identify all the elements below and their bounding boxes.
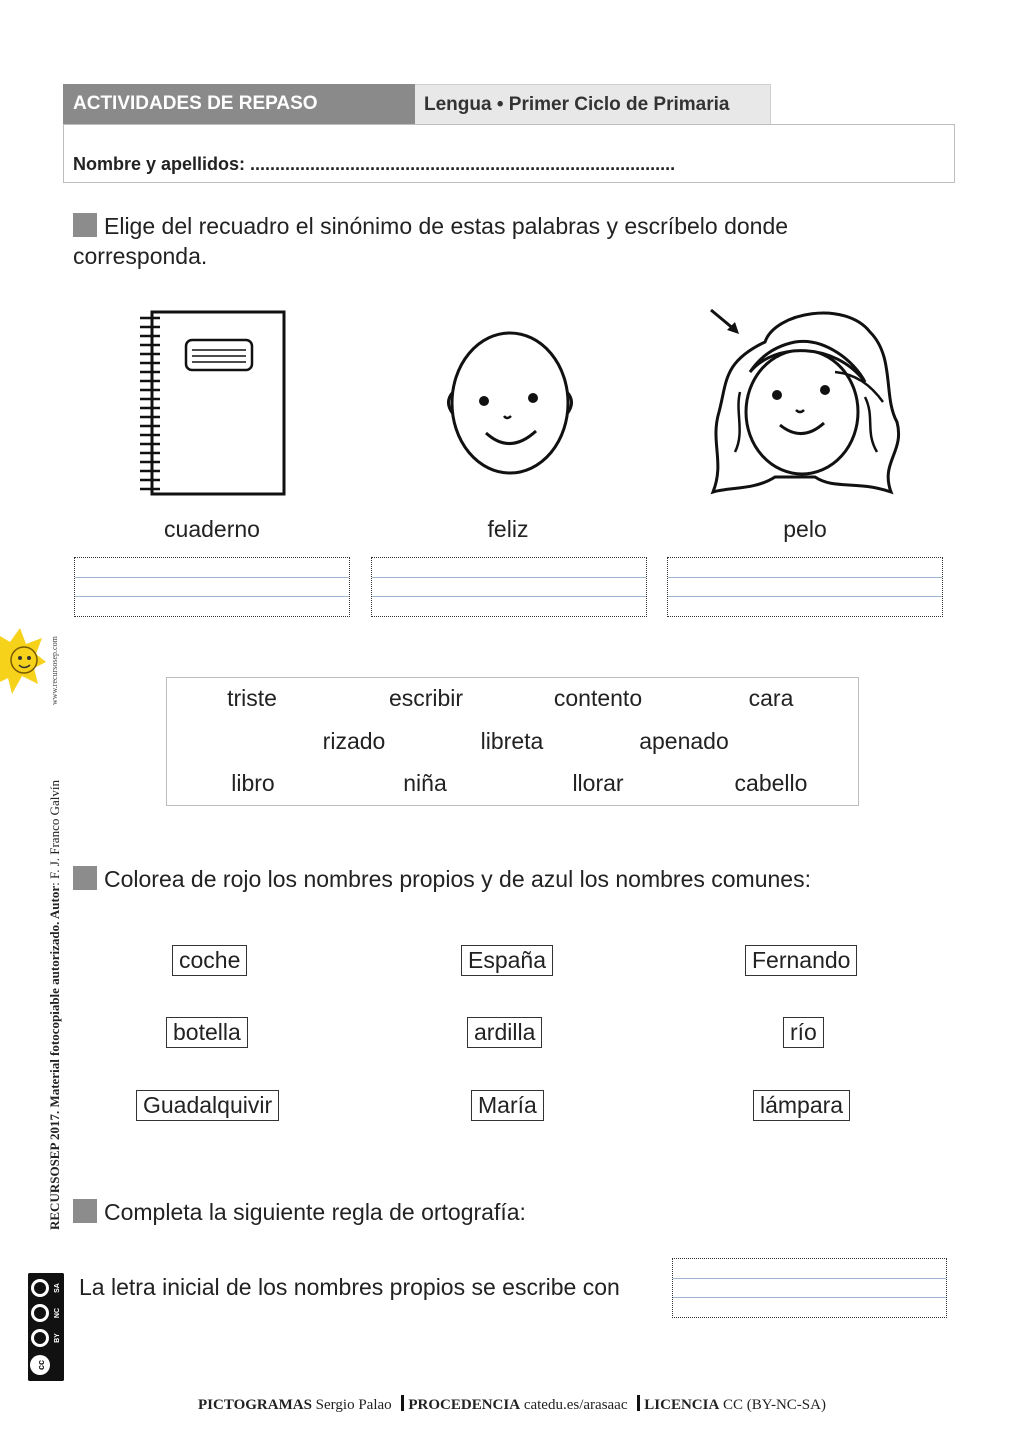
exercise1-instruction bbox=[73, 211, 873, 271]
word-option: llorar bbox=[572, 770, 624, 796]
noun-word-fernando[interactable]: Fernando bbox=[745, 945, 857, 976]
footer-separator bbox=[401, 1395, 404, 1411]
credit-vertical-part-a: RECURSOSEP 2017. Material fotocopiable autorizado. bbox=[47, 919, 62, 1230]
spelling-rule-text: La letra inicial de los nombres propios se escribe con bbox=[79, 1274, 620, 1300]
site-url-vertical: www.recursosep.com bbox=[50, 636, 59, 705]
cc-badge-label-by: BY bbox=[54, 1333, 61, 1343]
credit-vertical bbox=[47, 780, 63, 1230]
word-option: apenado bbox=[639, 728, 729, 754]
word-option: cara bbox=[748, 685, 794, 711]
cc-badge-label-cc: cc bbox=[36, 1359, 46, 1371]
exercise2-instruction bbox=[73, 864, 973, 894]
footer-pict-value: Sergio Palao bbox=[315, 1397, 392, 1413]
noun-word-maria[interactable]: María bbox=[471, 1090, 544, 1121]
noun-word-coche[interactable]: coche bbox=[172, 945, 247, 976]
bullet-square-icon bbox=[73, 213, 97, 237]
noun-word-rio[interactable]: río bbox=[783, 1017, 824, 1048]
picture-label-feliz: feliz bbox=[487, 516, 529, 542]
header-subject: Lengua • Primer Ciclo de Primaria bbox=[415, 84, 771, 124]
happy-face-icon bbox=[440, 330, 580, 480]
answer-box-feliz[interactable] bbox=[371, 557, 647, 617]
noun-word-espana[interactable]: España bbox=[461, 945, 553, 976]
exercise3-instruction-text: Completa la siguiente regla de ortografía: bbox=[104, 1199, 526, 1225]
noun-word-botella[interactable]: botella bbox=[166, 1017, 248, 1048]
word-option: rizado bbox=[322, 728, 386, 754]
footer-credits bbox=[0, 1395, 1024, 1414]
credit-vertical-part-b: : F. J. Franco Galvín bbox=[47, 780, 62, 886]
exercise3-instruction bbox=[73, 1197, 873, 1227]
credit-vertical-author-label: Autor bbox=[47, 885, 62, 920]
bullet-square-icon bbox=[73, 866, 97, 890]
footer-lic-value: CC (BY-NC-SA) bbox=[723, 1397, 826, 1413]
word-option: cabello bbox=[734, 770, 808, 796]
answer-box-pelo[interactable] bbox=[667, 557, 943, 617]
picture-label-cuaderno: cuaderno bbox=[164, 516, 260, 542]
header-section-title: ACTIVIDADES DE REPASO bbox=[63, 84, 415, 124]
hair-girl-icon bbox=[705, 302, 905, 502]
word-option: niña bbox=[403, 770, 447, 796]
footer-proc-label: PROCEDENCIA bbox=[408, 1397, 521, 1413]
answer-box-cuaderno[interactable] bbox=[74, 557, 350, 617]
footer-separator bbox=[637, 1395, 640, 1411]
word-option: escribir bbox=[388, 685, 464, 711]
word-option: libro bbox=[231, 770, 275, 796]
word-option: contento bbox=[553, 685, 643, 711]
exercise2-instruction-text: Colorea de rojo los nombres propios y de azul los nombres comunes: bbox=[104, 866, 811, 892]
word-option: libreta bbox=[480, 728, 544, 754]
footer-lic-label: LICENCIA bbox=[644, 1397, 720, 1413]
footer-pict-label: PICTOGRAMAS bbox=[198, 1397, 312, 1413]
answer-box-rule[interactable] bbox=[672, 1258, 947, 1318]
exercise1-instruction-text: Elige del recuadro el sinónimo de estas palabras y escríbelo donde corresponda. bbox=[73, 213, 789, 269]
bullet-square-icon bbox=[73, 1199, 97, 1223]
recursosep-logo-icon bbox=[0, 628, 46, 694]
noun-word-lampara[interactable]: lámpara bbox=[753, 1090, 850, 1121]
word-option: triste bbox=[227, 685, 277, 711]
noun-word-ardilla[interactable]: ardilla bbox=[467, 1017, 542, 1048]
noun-word-guadalquivir[interactable]: Guadalquivir bbox=[136, 1090, 279, 1121]
notebook-icon bbox=[134, 308, 290, 498]
footer-proc-value: catedu.es/arasaac bbox=[523, 1397, 628, 1413]
cc-license-badge-icon bbox=[28, 1273, 64, 1381]
name-field-label[interactable]: Nombre y apellidos: ..................................................................................... bbox=[73, 154, 676, 174]
cc-badge-label-sa: SA bbox=[54, 1283, 61, 1293]
picture-label-pelo: pelo bbox=[783, 516, 827, 542]
cc-badge-label-nc: NC bbox=[54, 1307, 61, 1319]
